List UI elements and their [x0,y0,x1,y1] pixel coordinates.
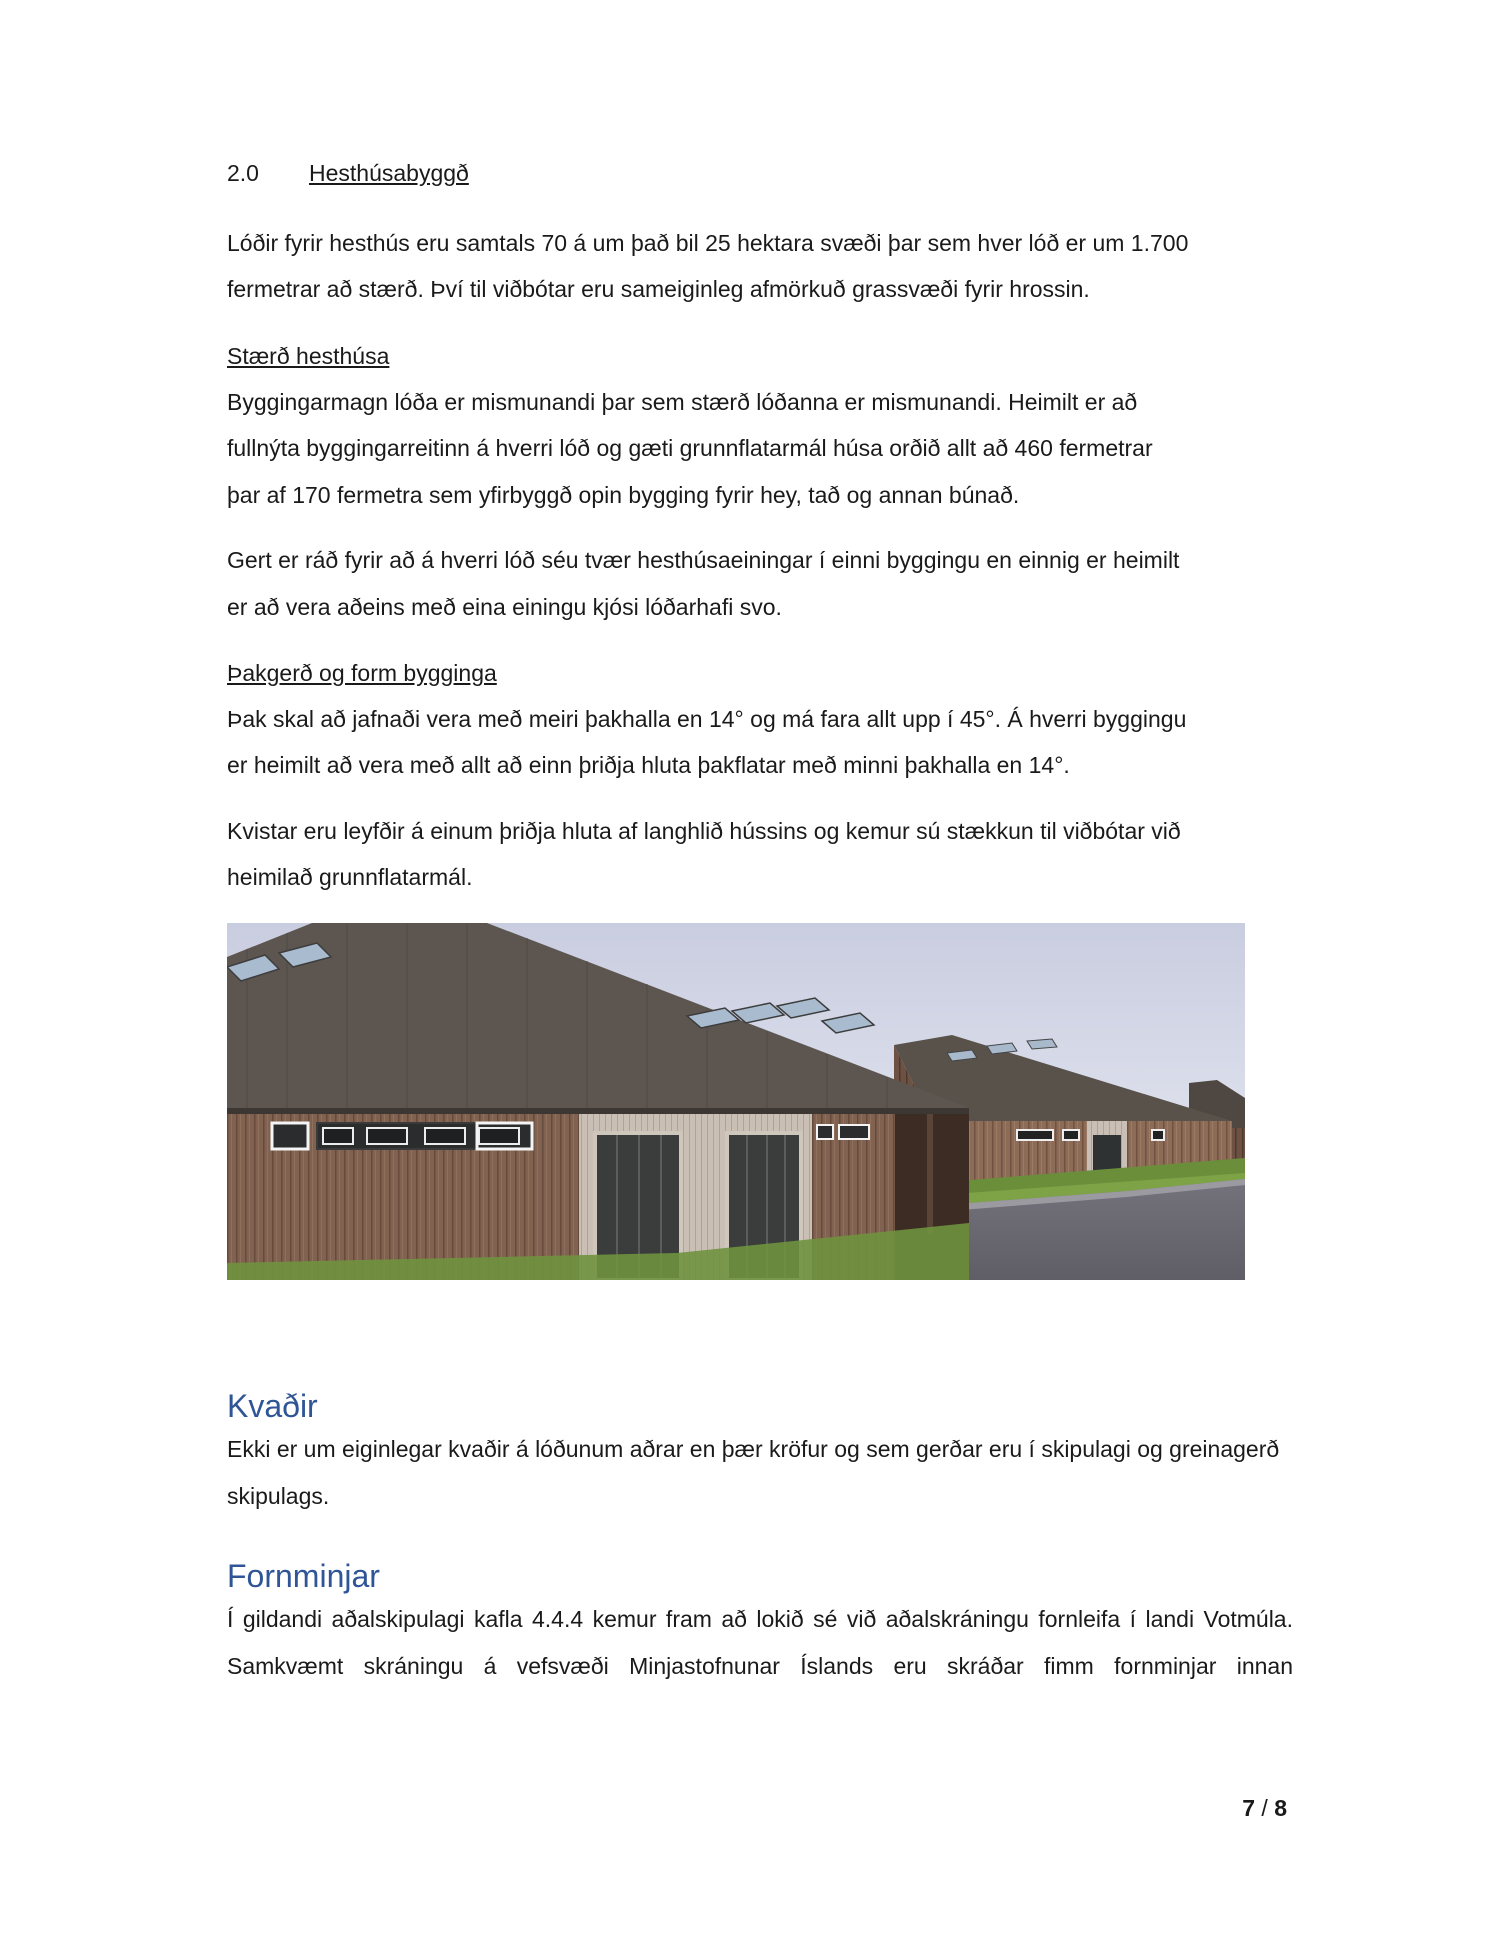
section-title [227,160,469,187]
page-current: 7 [1242,1795,1256,1821]
roof-paragraph-1-line-2: er heimilt að vera með allt að einn þriðja hluta þakflatar með minni þakhalla en 14°. [227,752,1070,778]
size-paragraph-2-line-2: er að vera aðeins með eina einingu kjósi lóðarhafi svo. [227,594,782,620]
roof-heading: Þakgerð og form bygginga [227,660,497,686]
relics-heading: Fornminjar [227,1558,380,1594]
page-number [1242,1795,1287,1822]
page-separator: / [1255,1795,1275,1821]
intro-line-1: Lóðir fyrir hesthús eru samtals 70 á um það bil 25 hektara svæði þar sem hver lóð er um 1.700 [227,230,1189,256]
relics-line-2: Samkvæmt skráningu á vefsvæði Minjastofnunar Íslands eru skráðar fimm fornminjar innan [227,1653,1293,1679]
size-paragraph-1-line-1: Byggingarmagn lóða er mismunandi þar sem stærð lóðanna er mismunandi. Heimilt er að [227,389,1138,415]
easements-heading: Kvaðir [227,1388,318,1424]
stable-buildings-rendering [227,923,1245,1280]
size-heading: Stærð hesthúsa [227,343,390,369]
relics-line-1: Í gildandi aðalskipulagi kafla 4.4.4 kemur fram að lokið sé við aðalskráningu fornleifa í landi Votmúla. [227,1606,1293,1632]
size-paragraph-1-line-3: þar af 170 fermetra sem yfirbyggð opin bygging fyrir hey, tað og annan búnað. [227,482,1020,508]
section-title-text: Hesthúsabyggð [309,160,469,186]
size-paragraph-1-line-2: fullnýta byggingarreitinn á hverri lóð og gæti grunnflatarmál húsa orðið allt að 460 fermetrar [227,435,1153,461]
roof-paragraph-1-line-1: Þak skal að jafnaði vera með meiri þakhalla en 14° og má fara allt upp í 45°. Á hverri byggingu [227,706,1187,732]
section-number: 2.0 [227,160,259,186]
intro-line-2: fermetrar að stærð. Því til viðbótar eru sameiginleg afmörkuð grassvæði fyrir hrossin. [227,276,1090,302]
easements-line-2: skipulags. [227,1483,330,1509]
size-paragraph-2-line-1: Gert er ráð fyrir að á hverri lóð séu tvær hesthúsaeiningar í einni byggingu en einnig er heimilt [227,547,1180,573]
easements-line-1: Ekki er um eiginlegar kvaðir á lóðunum aðrar en þær kröfur og sem gerðar eru í skipulagi og greinagerð [227,1436,1280,1462]
roof-paragraph-2-line-2: heimilað grunnflatarmál. [227,864,473,890]
page-total: 8 [1274,1795,1287,1821]
roof-paragraph-2-line-1: Kvistar eru leyfðir á einum þriðja hluta af langhlið hússins og kemur sú stækkun til viðbótar við [227,818,1181,844]
